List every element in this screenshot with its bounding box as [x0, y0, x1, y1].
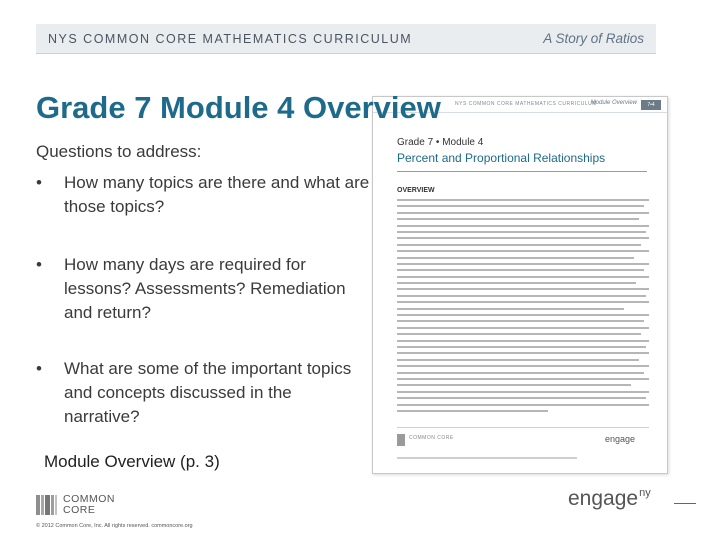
question-item	[36, 357, 370, 429]
bullet-icon: •	[36, 255, 42, 274]
document-header-right: Module Overview	[590, 100, 637, 106]
copyright-text: © 2012 Common Core, Inc. All rights reserved. commoncore.org	[36, 523, 193, 529]
logo-line-1: COMMON	[63, 493, 115, 505]
common-core-wordmark	[63, 494, 115, 516]
story-label: A Story of Ratios	[543, 31, 644, 46]
questions-heading: Questions to address:	[36, 142, 202, 161]
document-subtitle: Percent and Proportional Relationships	[397, 151, 606, 165]
question-text: How many topics are there and what are those topics?	[64, 173, 370, 216]
curriculum-header	[36, 24, 656, 54]
engage-rule	[674, 503, 696, 504]
engage-ny-logo	[568, 487, 651, 511]
slide-title: Grade 7 Module 4 Overview	[36, 90, 441, 125]
module-overview-thumbnail	[372, 96, 668, 474]
engage-superscript: ny	[639, 487, 651, 499]
question-item	[36, 171, 370, 219]
module-overview-link[interactable]: Module Overview (p. 3)	[44, 452, 220, 471]
engage-wordmark: engage	[568, 487, 639, 510]
document-divider	[397, 171, 647, 172]
logo-line-2: CORE	[63, 504, 96, 516]
question-text: How many days are required for lessons? Assessments? Remediation and return?	[64, 255, 346, 322]
document-footer-text: COMMON CORE	[409, 435, 454, 441]
curriculum-label: NYS COMMON CORE MATHEMATICS CURRICULUM	[48, 32, 413, 46]
bullet-icon: •	[36, 173, 42, 192]
bullet-icon: •	[36, 359, 42, 378]
document-body-text	[397, 199, 649, 416]
common-core-mark-icon	[36, 495, 58, 515]
document-badge: 7•4	[641, 100, 661, 110]
document-grade-line: Grade 7 • Module 4	[397, 137, 484, 148]
document-footer	[397, 427, 649, 455]
document-overview-heading: OVERVIEW	[397, 187, 435, 194]
document-logo-icon	[397, 434, 405, 446]
document-engage-logo: engage	[604, 434, 635, 444]
question-text: What are some of the important topics and concepts discussed in the narrative?	[64, 359, 352, 426]
question-item	[36, 253, 370, 325]
document-header-left: NYS COMMON CORE MATHEMATICS CURRICULUM	[455, 101, 597, 107]
document-footer-rule	[397, 457, 577, 459]
